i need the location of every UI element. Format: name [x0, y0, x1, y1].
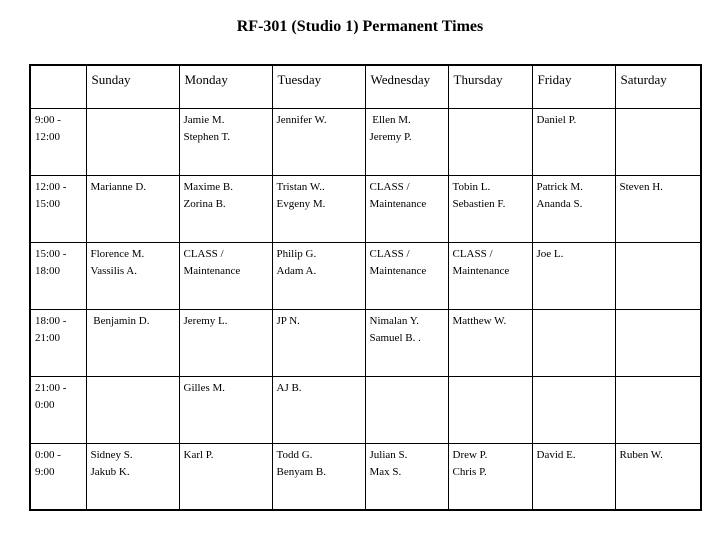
schedule-cell	[272, 376, 365, 443]
header-row	[30, 65, 701, 108]
schedule-cell	[448, 376, 532, 443]
booking-name: CLASS /	[452, 247, 493, 260]
booking-name: Sidney S.	[90, 448, 133, 461]
booking-name: Todd G.	[276, 448, 313, 461]
booking-name: CLASS /	[183, 247, 224, 260]
booking-name: Jeremy L.	[183, 314, 228, 327]
day-header-friday: Friday	[532, 65, 615, 108]
booking-name: Joe L.	[536, 247, 564, 260]
day-header-saturday: Saturday	[615, 65, 701, 108]
booking-name: JP N.	[276, 314, 300, 327]
booking-name: Matthew W.	[452, 314, 507, 327]
time-slot-label: 12:00	[35, 130, 61, 143]
booking-name: Ruben W.	[619, 448, 663, 461]
schedule-cell	[272, 175, 365, 242]
time-slot-label: 12:00 -	[35, 180, 67, 193]
time-slot-cell	[30, 376, 86, 443]
schedule-cell	[365, 175, 448, 242]
booking-name: Stephen T.	[183, 130, 231, 143]
table-row	[30, 108, 701, 175]
time-slot-label: 21:00	[35, 331, 61, 344]
schedule-cell	[86, 443, 179, 510]
schedule-cell	[179, 108, 272, 175]
schedule-cell	[448, 309, 532, 376]
booking-name: Julian S.	[369, 448, 408, 461]
schedule-cell	[615, 443, 701, 510]
time-slot-label: 0:00 -	[35, 448, 61, 461]
booking-name: Maxime B.	[183, 180, 233, 193]
time-slot-label: 15:00 -	[35, 247, 67, 260]
booking-name: Jeremy P.	[369, 130, 412, 143]
booking-name: Chris P.	[452, 465, 487, 478]
booking-name: Jamie M.	[183, 113, 225, 126]
time-slot-cell	[30, 443, 86, 510]
schedule-cell	[179, 309, 272, 376]
booking-name: Sebastien F.	[452, 197, 506, 210]
schedule-cell	[365, 309, 448, 376]
schedule-cell	[615, 309, 701, 376]
schedule-cell	[272, 242, 365, 309]
booking-name: Steven H.	[619, 180, 663, 193]
time-slot-label: 9:00	[35, 465, 55, 478]
booking-name: Max S.	[369, 465, 402, 478]
time-slot-cell	[30, 242, 86, 309]
booking-name: Tristan W..	[276, 180, 325, 193]
schedule-cell	[86, 309, 179, 376]
booking-name: Samuel B. .	[369, 331, 421, 344]
schedule-cell	[532, 376, 615, 443]
time-slot-cell	[30, 175, 86, 242]
schedule-cell	[532, 242, 615, 309]
schedule-cell	[615, 108, 701, 175]
schedule-cell	[365, 443, 448, 510]
booking-name: Patrick M.	[536, 180, 583, 193]
schedule-cell	[86, 376, 179, 443]
page-title: RF-301 (Studio 1) Permanent Times	[236, 18, 484, 35]
schedule-cell	[448, 108, 532, 175]
table-row	[30, 309, 701, 376]
booking-name: Maintenance	[452, 264, 510, 277]
schedule-table	[29, 64, 702, 511]
day-header-sunday: Sunday	[86, 65, 179, 108]
booking-name: Maintenance	[183, 264, 241, 277]
time-slot-label: 15:00	[35, 197, 61, 210]
schedule-cell	[615, 175, 701, 242]
schedule-cell	[532, 108, 615, 175]
day-header-monday: Monday	[179, 65, 272, 108]
schedule-cell	[179, 443, 272, 510]
booking-name: Marianne D.	[90, 180, 147, 193]
schedule-body	[30, 108, 701, 510]
table-row	[30, 242, 701, 309]
booking-name: Philip G.	[276, 247, 317, 260]
schedule-cell	[272, 443, 365, 510]
booking-name: Jakub K.	[90, 465, 130, 478]
booking-name: Benjamin D.	[90, 314, 150, 327]
booking-name: Adam A.	[276, 264, 317, 277]
booking-name: David E.	[536, 448, 576, 461]
booking-name: Jennifer W.	[276, 113, 327, 126]
day-header-thursday: Thursday	[448, 65, 532, 108]
table-row	[30, 376, 701, 443]
booking-name: Nimalan Y.	[369, 314, 419, 327]
booking-name: Ananda S.	[536, 197, 583, 210]
booking-name: Maintenance	[369, 197, 427, 210]
schedule-cell	[448, 443, 532, 510]
schedule-cell	[532, 309, 615, 376]
schedule-cell	[448, 175, 532, 242]
booking-name: Daniel P.	[536, 113, 577, 126]
booking-name: Vassilis A.	[90, 264, 137, 277]
schedule-cell	[615, 242, 701, 309]
booking-name: Zorina B.	[183, 197, 226, 210]
time-slot-cell	[30, 309, 86, 376]
schedule-cell	[448, 242, 532, 309]
table-row	[30, 443, 701, 510]
schedule-cell	[179, 376, 272, 443]
booking-name: Evgeny M.	[276, 197, 326, 210]
schedule-cell	[179, 175, 272, 242]
corner-cell	[30, 65, 86, 108]
booking-name: Benyam B.	[276, 465, 326, 478]
schedule-cell	[86, 175, 179, 242]
booking-name: CLASS /	[369, 180, 410, 193]
schedule-cell	[532, 175, 615, 242]
time-slot-label: 9:00 -	[35, 113, 61, 126]
booking-name: Karl P.	[183, 448, 214, 461]
booking-name: Ellen M.	[369, 113, 411, 126]
booking-name: Tobin L.	[452, 180, 491, 193]
schedule-cell	[615, 376, 701, 443]
booking-name: CLASS /	[369, 247, 410, 260]
schedule-cell	[86, 242, 179, 309]
schedule-cell	[365, 108, 448, 175]
schedule-cell	[86, 108, 179, 175]
time-slot-label: 18:00 -	[35, 314, 67, 327]
time-slot-label: 21:00 -	[35, 381, 67, 394]
time-slot-cell	[30, 108, 86, 175]
schedule-cell	[365, 242, 448, 309]
day-header-tuesday: Tuesday	[272, 65, 365, 108]
booking-name: Drew P.	[452, 448, 488, 461]
day-header-wednesday: Wednesday	[365, 65, 448, 108]
booking-name: Gilles M.	[183, 381, 226, 394]
booking-name: Maintenance	[369, 264, 427, 277]
table-row	[30, 175, 701, 242]
schedule-cell	[272, 108, 365, 175]
schedule-cell	[272, 309, 365, 376]
booking-name: AJ B.	[276, 381, 302, 394]
schedule-cell	[532, 443, 615, 510]
schedule-cell	[365, 376, 448, 443]
schedule-cell	[179, 242, 272, 309]
time-slot-label: 18:00	[35, 264, 61, 277]
booking-name: Florence M.	[90, 247, 145, 260]
time-slot-label: 0:00	[35, 398, 55, 411]
